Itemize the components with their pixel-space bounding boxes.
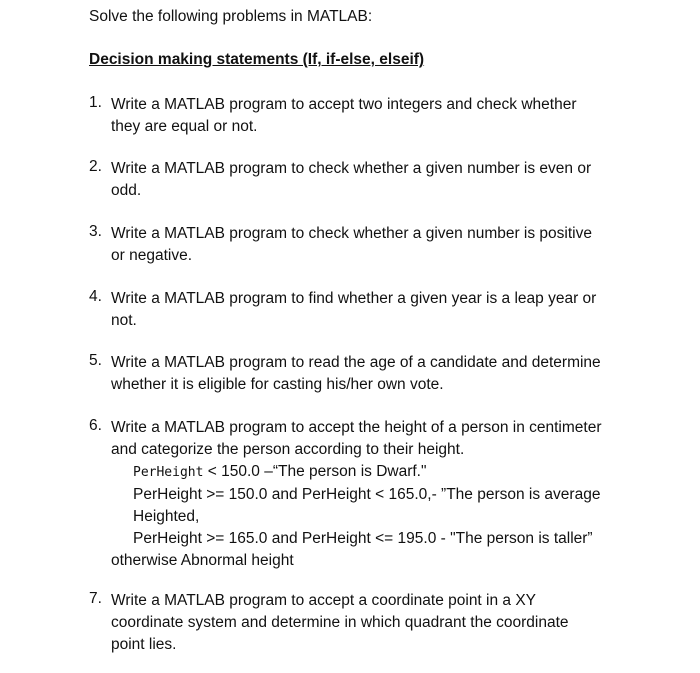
condition-otherwise: otherwise Abnormal height bbox=[111, 552, 294, 569]
problem-text bbox=[111, 352, 641, 396]
problem-line: or negative. bbox=[111, 247, 192, 264]
problem-number: 1. bbox=[89, 94, 102, 111]
problem-text bbox=[111, 417, 641, 572]
problem-number: 7. bbox=[89, 590, 102, 607]
intro-text: Solve the following problems in MATLAB: bbox=[89, 8, 373, 25]
problem-line: Write a MATLAB program to check whether a given number is positive bbox=[111, 225, 592, 242]
section-heading: Decision making statements (If, if-else, elseif) bbox=[89, 51, 425, 68]
problem-line: Write a MATLAB program to find whether a given year is a leap year or bbox=[111, 290, 597, 307]
problem-line: point lies. bbox=[111, 636, 177, 653]
problem-number: 3. bbox=[89, 223, 102, 240]
problem-text bbox=[111, 94, 641, 138]
problem-number: 2. bbox=[89, 158, 102, 175]
problem-line: coordinate system and determine in which quadrant the coordinate bbox=[111, 614, 569, 631]
condition-dwarf-text: < 150.0 –“The person is Dwarf." bbox=[203, 463, 427, 480]
problem-line: Write a MATLAB program to accept the height of a person in centimeter bbox=[111, 419, 602, 436]
problem-text bbox=[111, 158, 641, 202]
condition-average: PerHeight >= 150.0 and PerHeight < 165.0,- ”The person is average bbox=[133, 486, 601, 503]
problem-line: Write a MATLAB program to read the age of a candidate and determine bbox=[111, 354, 601, 371]
problem-number: 6. bbox=[89, 417, 102, 434]
problem-line: whether it is eligible for casting his/her own vote. bbox=[111, 376, 444, 393]
problem-number: 5. bbox=[89, 352, 102, 369]
problem-line: Write a MATLAB program to accept two integers and check whether bbox=[111, 96, 577, 113]
problem-line: and categorize the person according to their height. bbox=[111, 441, 465, 458]
problem-text bbox=[111, 288, 641, 332]
problem-line: they are equal or not. bbox=[111, 118, 258, 135]
problem-text bbox=[111, 590, 641, 656]
condition-average-cont: Heighted, bbox=[133, 508, 200, 525]
condition-dwarf bbox=[133, 461, 641, 484]
problem-number: 4. bbox=[89, 288, 102, 305]
problem-text bbox=[111, 223, 641, 267]
problem-line: Write a MATLAB program to check whether a given number is even or bbox=[111, 160, 592, 177]
problem-line: Write a MATLAB program to accept a coordinate point in a XY bbox=[111, 592, 537, 609]
condition-taller: PerHeight >= 165.0 and PerHeight <= 195.0 - "The person is taller” bbox=[133, 530, 593, 547]
problem-line: not. bbox=[111, 312, 137, 329]
condition-variable: PerHeight bbox=[133, 465, 204, 480]
problem-line: odd. bbox=[111, 182, 142, 199]
